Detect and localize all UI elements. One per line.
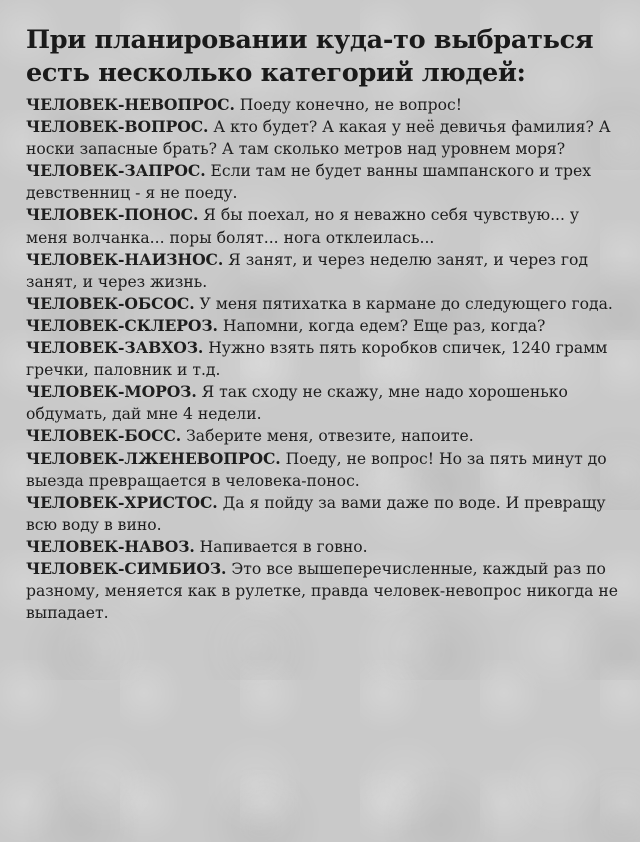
list-item [26,558,620,624]
category-term: ЧЕЛОВЕК-НАИЗНОС. [26,249,224,269]
category-term: ЧЕЛОВЕК-ОБСОС. [26,293,195,313]
category-description: Заберите меня, отвезите, напоите. [186,427,474,446]
category-term: ЧЕЛОВЕК-СИМБИОЗ. [26,558,227,578]
category-description: Я так сходу не скажу, мне надо хорошенько обдумать, дай мне 4 недели. [26,383,568,424]
category-term: ЧЕЛОВЕК-ЗАПРОС. [26,161,206,181]
category-description: Если там не будет ванны шампанского и трех девственниц - я не поеду. [26,162,592,203]
list-item [26,337,620,381]
title-line-1: При планировании куда-то выбраться [26,25,594,55]
category-description: А кто будет? А какая у неё девичья фамилия? А носки запасные брать? А там сколько метров над уровнем моря? [26,118,611,159]
list-item [26,315,620,337]
list-item [26,204,620,248]
list-item [26,249,620,293]
category-description: Напивается в говно. [199,537,368,556]
list-item [26,293,620,315]
category-list [26,94,620,624]
category-term: ЧЕЛОВЕК-ВОПРОС. [26,117,209,137]
category-description: Да я пойду за вами даже по воде. И превращу всю воду в вино. [26,493,606,534]
category-term: ЧЕЛОВЕК-БОСС. [26,426,182,446]
category-term: ЧЕЛОВЕК-ЗАВХОЗ. [26,338,204,358]
category-term: ЧЕЛОВЕК-ПОНОС. [26,205,199,225]
category-description: Это все вышеперечисленные, каждый раз по разному, меняется как в рулетке, правда человек-невопрос никогда не выпадает. [26,559,619,623]
category-term: ЧЕЛОВЕК-НЕВОПРОС. [26,95,235,114]
list-item [26,116,620,160]
category-description: Я бы поехал, но я неважно себя чувствую... у меня волчанка... поры болят... нога отклеилась... [26,206,580,247]
category-description: Поеду конечно, не вопрос! [239,96,462,114]
category-term: ЧЕЛОВЕК-ХРИСТОС. [26,492,218,512]
list-item [26,160,620,204]
category-term: ЧЕЛОВЕК-СКЛЕРОЗ. [26,315,218,335]
category-description: Поеду, не вопрос! Но за пять минут до выезда превращается в человека-понос. [26,449,607,490]
list-item [26,94,620,116]
article [26,24,620,624]
list-item [26,425,620,447]
category-description: Нужно взять пять коробков спичек, 1240 грамм гречки, паловник и т.д. [26,339,608,380]
category-term: ЧЕЛОВЕК-НАВОЗ. [26,536,195,556]
category-term: ЧЕЛОВЕК-ЛЖЕНЕВОПРОС. [26,448,281,468]
title-line-2: есть несколько категорий людей: [26,58,526,88]
category-description: У меня пятихатка в кармане до следующего года. [199,294,613,313]
list-item [26,381,620,425]
category-term: ЧЕЛОВЕК-МОРОЗ. [26,382,197,402]
category-description: Напомни, когда едем? Еще раз, когда? [222,316,546,335]
list-item [26,448,620,492]
list-item [26,536,620,558]
category-description: Я занят, и через неделю занят, и через год занят, и через жизнь. [26,250,589,291]
page-title [26,24,620,90]
list-item [26,492,620,536]
